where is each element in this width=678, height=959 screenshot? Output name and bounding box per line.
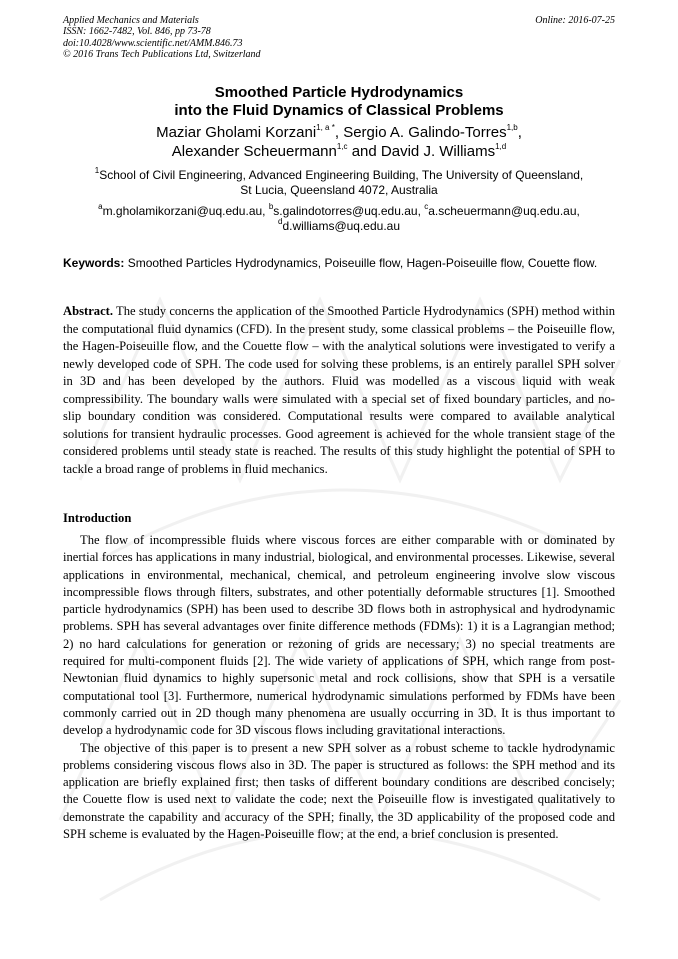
- paragraph: The flow of incompressible fluids where viscous forces are either comparable with or dominated by inertial forces has applications in many industrial, biological, and environmental processes. Likewise, several applications in environmental, mechanical, chemical, and petroleum engineering involve slow viscous incompressible flows through filters, substrates, and other potentially deformable structures [1]. Smoothed particle hydrodynamics (SPH) has been used to describe 3D flows both in astrophysical and hydrodynamic problems. SPH has several advantages over finite difference methods (FDMs): 1) it is a Lagrangian method; 2) no hard calculations for generation or rezoning of grids are necessary; 3) no special treatments are required for multi-component fluids [2]. The wide variety of applications of SPH, which range from post-Newtonian fluid dynamics to highly supersonic metal and rock collisions, show that SPH is a versatile computational tool [3]. Furthermore, numerical hydrodynamic simulations performed by FDMs have been commonly carried out in 2D though many phenomena are usually occurring in 3D. It is thus important to develop a hydrodynamic code for 3D viscous flows including gravitational interactions.: [63, 533, 615, 738]
- email-address: s.galindotorres@uq.edu.au,: [273, 204, 425, 218]
- email-line-1: [63, 204, 615, 219]
- abstract-text: The study concerns the application of the Smoothed Particle Hydrodynamics (SPH) method within the computational fluid dynamics (CFD). In the present study, some classical problems – the Poiseuille flow, the Hagen-Poiseuille flow, and the Couette flow – with the analytical solutions were investigated to verify a newly developed code of SPH. The code used for solving these problems, is an entirely parallel SPH solver in 3D and has been developed by the authors. Fluid was modelled as a viscous liquid with weak compressibility. The boundary walls were simulated with a special set of fixed boundary particles, and no-slip boundary condition was considered. Computational results were compared to available analytical solutions for transient hydraulic processes. Good agreement is achieved for the whole transient stage of the considered problems until steady state is reached. The results of this study highlight the potential of SPH to tackle a broad range of problems in fluid mechanics.: [63, 304, 615, 476]
- author-superscript: 1,c: [336, 141, 348, 151]
- title-line-2: into the Fluid Dynamics of Classical Problems: [174, 102, 504, 119]
- author-line-2: [63, 143, 615, 162]
- email-superscript: b: [268, 202, 274, 211]
- online-date: Online: 2016-07-25: [535, 15, 615, 26]
- email-address: m.gholamikorzani@uq.edu.au,: [102, 204, 269, 218]
- author-superscript: 1, a *: [316, 123, 335, 132]
- journal-name: Applied Mechanics and Materials: [63, 15, 199, 26]
- affiliation: [63, 168, 615, 198]
- email-superscript: a: [98, 202, 103, 211]
- author-name: Alexander Scheuermann: [171, 142, 337, 160]
- author-separator: and: [347, 142, 381, 160]
- affiliation-text: School of Civil Engineering, Advanced Engineering Building, The University of Queensland,: [99, 168, 584, 182]
- abstract-block: [63, 303, 615, 478]
- affiliation-superscript: 1: [94, 166, 100, 175]
- author-superscript: 1,b: [506, 123, 518, 132]
- paper-title: [63, 84, 615, 120]
- introduction-body: [63, 532, 615, 843]
- author-name: Sergio A. Galindo-Torres: [343, 124, 507, 141]
- email-line-2: [63, 219, 615, 234]
- keywords-label: Keywords:: [63, 256, 125, 270]
- author-name: Maziar Gholami Korzani: [156, 124, 317, 141]
- title-line-1: Smoothed Particle Hydrodynamics: [214, 84, 464, 101]
- email-address: a.scheuermann@uq.edu.au,: [428, 204, 580, 218]
- affiliation-line-2: St Lucia, Queensland 4072, Australia: [240, 183, 438, 197]
- email-superscript: d: [277, 217, 283, 226]
- author-name: David J. Williams: [380, 142, 496, 160]
- author-line-1: [63, 124, 615, 143]
- author-superscript: 1,d: [495, 141, 507, 151]
- keywords-block: [63, 256, 615, 272]
- email-list: [63, 204, 615, 234]
- keywords-text: Smoothed Particles Hydrodynamics, Poiseuille flow, Hagen-Poiseuille flow, Couette flow.: [124, 256, 598, 270]
- email-superscript: c: [424, 202, 429, 211]
- doi-line: doi:10.4028/www.scientific.net/AMM.846.73: [63, 37, 243, 49]
- author-list: [63, 124, 615, 161]
- journal-header: [63, 15, 615, 61]
- author-separator: ,: [334, 124, 344, 141]
- copyright-line: © 2016 Trans Tech Publications Ltd, Switzerland: [63, 49, 261, 61]
- section-heading: Introduction: [63, 511, 132, 525]
- author-separator: ,: [517, 124, 522, 141]
- affiliation-line-1: [63, 168, 615, 183]
- email-address: d.williams@uq.edu.au: [282, 219, 401, 233]
- issn-line: ISSN: 1662-7482, Vol. 846, pp 73-78: [63, 26, 211, 38]
- abstract-label: Abstract.: [63, 304, 114, 318]
- paragraph: The objective of this paper is to present a new SPH solver as a robust scheme to tackle hydrodynamic problems considering viscous flows also in 3D. The paper is structured as follows: the SPH method and its application are briefly explained first; then tasks of different boundary conditions are described concisely; the Couette flow is used next to validate the code; next the Poiseuille flow is investigated qualitatively to demonstrate the capability and accuracy of the SPH; finally, the 3D applicability of the proposed code and SPH scheme is evaluated by the Hagen-Poiseuille flow; at the end, a brief conclusion is presented.: [63, 740, 615, 842]
